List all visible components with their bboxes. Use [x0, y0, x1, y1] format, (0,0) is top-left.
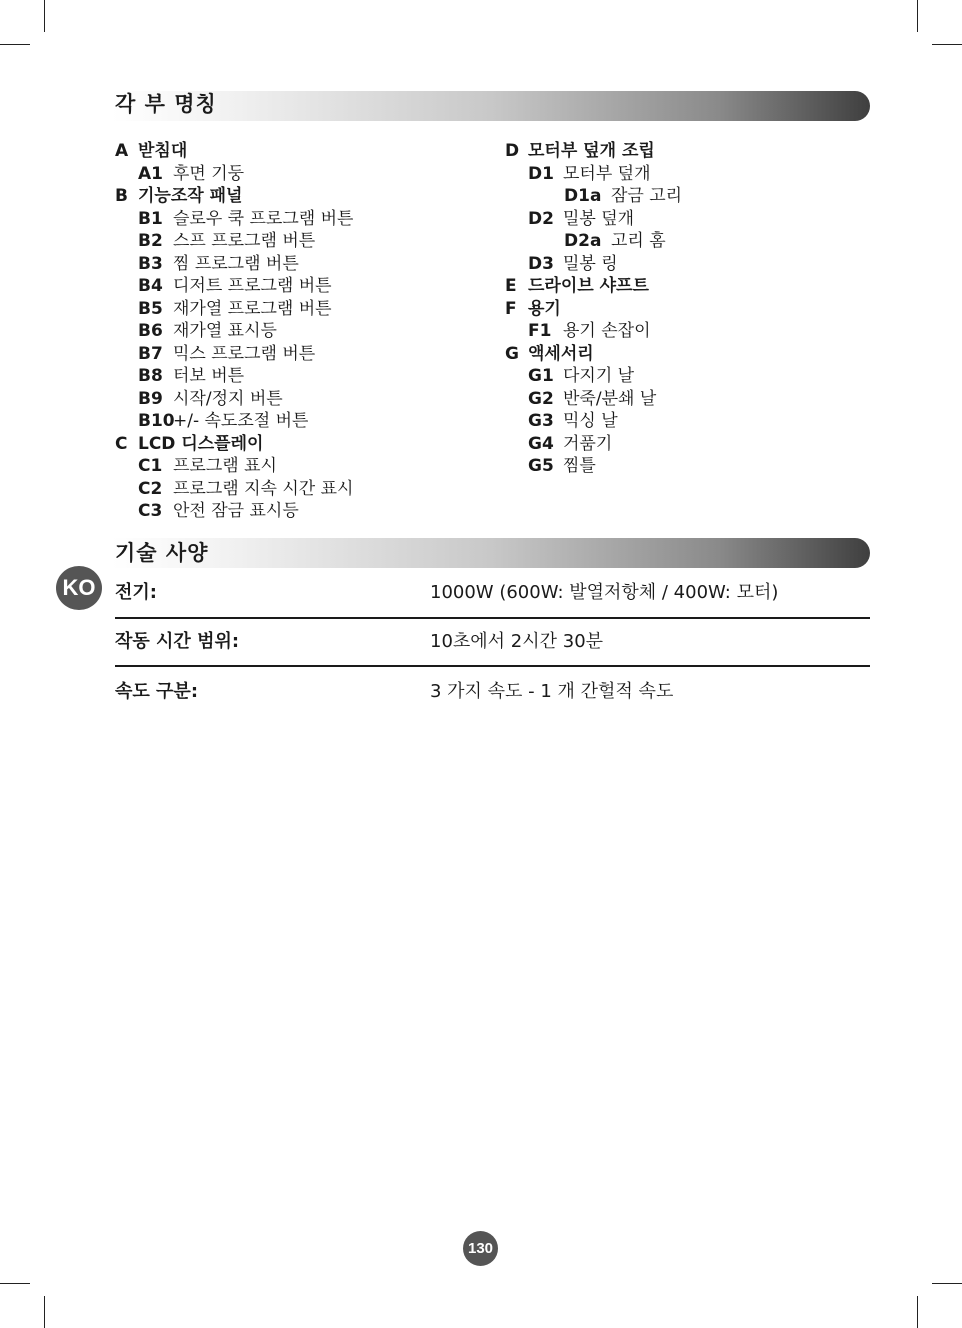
- part-code: C: [115, 433, 128, 454]
- part-label: 찜틀: [563, 456, 596, 476]
- part-label: 고리 홈: [611, 231, 666, 251]
- part-label: 기능조작 패널: [138, 186, 243, 206]
- section-title-parts: 각 부 명칭: [115, 92, 217, 116]
- part-item: [115, 320, 353, 343]
- part-label: 프로그램 표시: [173, 456, 277, 476]
- part-item: [115, 253, 353, 276]
- part-label: 재가열 표시등: [173, 321, 277, 341]
- part-item: [505, 320, 682, 343]
- part-item: [115, 230, 353, 253]
- spec-row: [115, 674, 870, 710]
- part-label: 액세서리: [528, 343, 594, 364]
- part-code: B4: [138, 276, 163, 296]
- part-code: D2: [528, 208, 554, 229]
- section-header-bar: [112, 538, 870, 568]
- part-code: C3: [138, 501, 163, 521]
- part-item: [505, 410, 682, 433]
- part-label: +/- 속도조절 버튼: [173, 411, 309, 431]
- part-label: 다지기 날: [563, 366, 635, 386]
- part-label: 밀봉 덮개: [563, 208, 635, 229]
- part-item: [505, 455, 682, 478]
- part-code: B10: [138, 411, 175, 431]
- part-item: [505, 253, 682, 276]
- part-label: 터보 버튼: [173, 366, 245, 386]
- section-header-bar: [112, 91, 870, 121]
- part-label: 드라이브 샤프트: [528, 276, 649, 296]
- part-item: [115, 500, 353, 523]
- crop-mark: [932, 44, 962, 45]
- section-title-specs: 기술 사양: [115, 541, 209, 565]
- crop-mark: [917, 0, 918, 32]
- part-label: 프로그램 지속 시간 표시: [173, 478, 354, 499]
- part-code: G1: [528, 366, 554, 386]
- part-code: G: [505, 343, 519, 364]
- part-label: 믹싱 날: [563, 411, 618, 431]
- part-item: [115, 365, 353, 388]
- part-code: D3: [528, 253, 554, 274]
- part-label: 용기: [528, 298, 561, 319]
- part-item: [115, 433, 353, 456]
- part-code: G2: [528, 388, 554, 409]
- spec-row: [115, 575, 870, 611]
- part-code: B2: [138, 231, 163, 251]
- crop-mark: [0, 44, 30, 45]
- part-code: B: [115, 186, 128, 206]
- spec-value: 3 가지 속도 - 1 개 간헐적 속도: [430, 681, 674, 702]
- part-code: F: [505, 298, 517, 319]
- spec-value: 10초에서 2시간 30분: [430, 631, 604, 652]
- spec-label: 전기:: [115, 582, 157, 603]
- part-item: [115, 185, 353, 208]
- crop-mark: [917, 1296, 918, 1328]
- part-code: G5: [528, 456, 554, 476]
- part-code: G3: [528, 411, 554, 431]
- crop-mark: [44, 0, 45, 32]
- part-code: B5: [138, 298, 163, 319]
- part-code: A: [115, 141, 129, 161]
- part-item: [115, 388, 353, 411]
- part-item: [505, 298, 682, 321]
- part-item: [115, 455, 353, 478]
- page-number: 130: [463, 1231, 498, 1266]
- parts-list-right: [505, 140, 682, 478]
- part-label: 안전 잠금 표시등: [173, 501, 299, 521]
- part-code: D2a: [564, 231, 602, 251]
- part-code: D: [505, 141, 520, 161]
- part-item: [505, 140, 682, 163]
- part-item: [505, 163, 682, 186]
- part-code: B9: [138, 388, 163, 409]
- part-label: 디저트 프로그램 버튼: [173, 276, 332, 296]
- part-label: LCD 디스플레이: [138, 433, 264, 454]
- part-label: 반죽/분쇄 날: [563, 388, 657, 409]
- spec-divider: [115, 665, 870, 667]
- part-label: 받침대: [138, 141, 188, 161]
- part-code: B6: [138, 321, 163, 341]
- part-code: E: [505, 276, 517, 296]
- part-code: A1: [138, 163, 163, 184]
- crop-mark: [932, 1283, 962, 1284]
- part-code: B1: [138, 208, 163, 229]
- part-item: [115, 410, 353, 433]
- part-item: [505, 275, 682, 298]
- part-item: [115, 478, 353, 501]
- part-item: [115, 343, 353, 366]
- part-label: 거품기: [563, 433, 613, 454]
- part-item: [115, 275, 353, 298]
- part-item: [115, 298, 353, 321]
- part-label: 잠금 고리: [611, 186, 683, 206]
- part-code: G4: [528, 433, 554, 454]
- part-code: B3: [138, 253, 163, 274]
- part-item: [115, 208, 353, 231]
- part-label: 스프 프로그램 버튼: [173, 231, 316, 251]
- part-item: [505, 343, 682, 366]
- spec-label: 작동 시간 범위:: [115, 631, 240, 652]
- part-code: F1: [528, 321, 552, 341]
- part-item: [115, 163, 353, 186]
- crop-mark: [0, 1283, 30, 1284]
- part-label: 후면 기둥: [173, 163, 245, 184]
- part-item: [505, 230, 682, 253]
- part-code: C2: [138, 478, 163, 499]
- part-label: 모터부 덮개: [563, 163, 651, 184]
- part-code: B7: [138, 343, 163, 364]
- part-label: 슬로우 쿡 프로그램 버튼: [173, 208, 354, 229]
- spec-value: 1000W (600W: 발열저항체 / 400W: 모터): [430, 582, 779, 603]
- part-label: 밀봉 링: [563, 253, 618, 274]
- part-item: [505, 185, 682, 208]
- part-label: 시작/정지 버튼: [173, 388, 283, 409]
- part-label: 용기 손잡이: [563, 321, 651, 341]
- part-code: B8: [138, 366, 163, 386]
- part-item: [505, 208, 682, 231]
- parts-list-left: [115, 140, 353, 523]
- part-item: [505, 365, 682, 388]
- part-item: [505, 433, 682, 456]
- spec-label: 속도 구분:: [115, 681, 199, 702]
- part-label: 찜 프로그램 버튼: [173, 253, 299, 274]
- crop-mark: [44, 1296, 45, 1328]
- part-item: [505, 388, 682, 411]
- spec-divider: [115, 617, 870, 619]
- language-badge: KO: [56, 566, 102, 610]
- part-code: C1: [138, 456, 163, 476]
- spec-row: [115, 624, 870, 660]
- part-item: [115, 140, 353, 163]
- part-code: D1a: [564, 186, 602, 206]
- part-label: 재가열 프로그램 버튼: [173, 298, 332, 319]
- part-code: D1: [528, 163, 554, 184]
- part-label: 믹스 프로그램 버튼: [173, 343, 316, 364]
- part-label: 모터부 덮개 조립: [528, 141, 655, 161]
